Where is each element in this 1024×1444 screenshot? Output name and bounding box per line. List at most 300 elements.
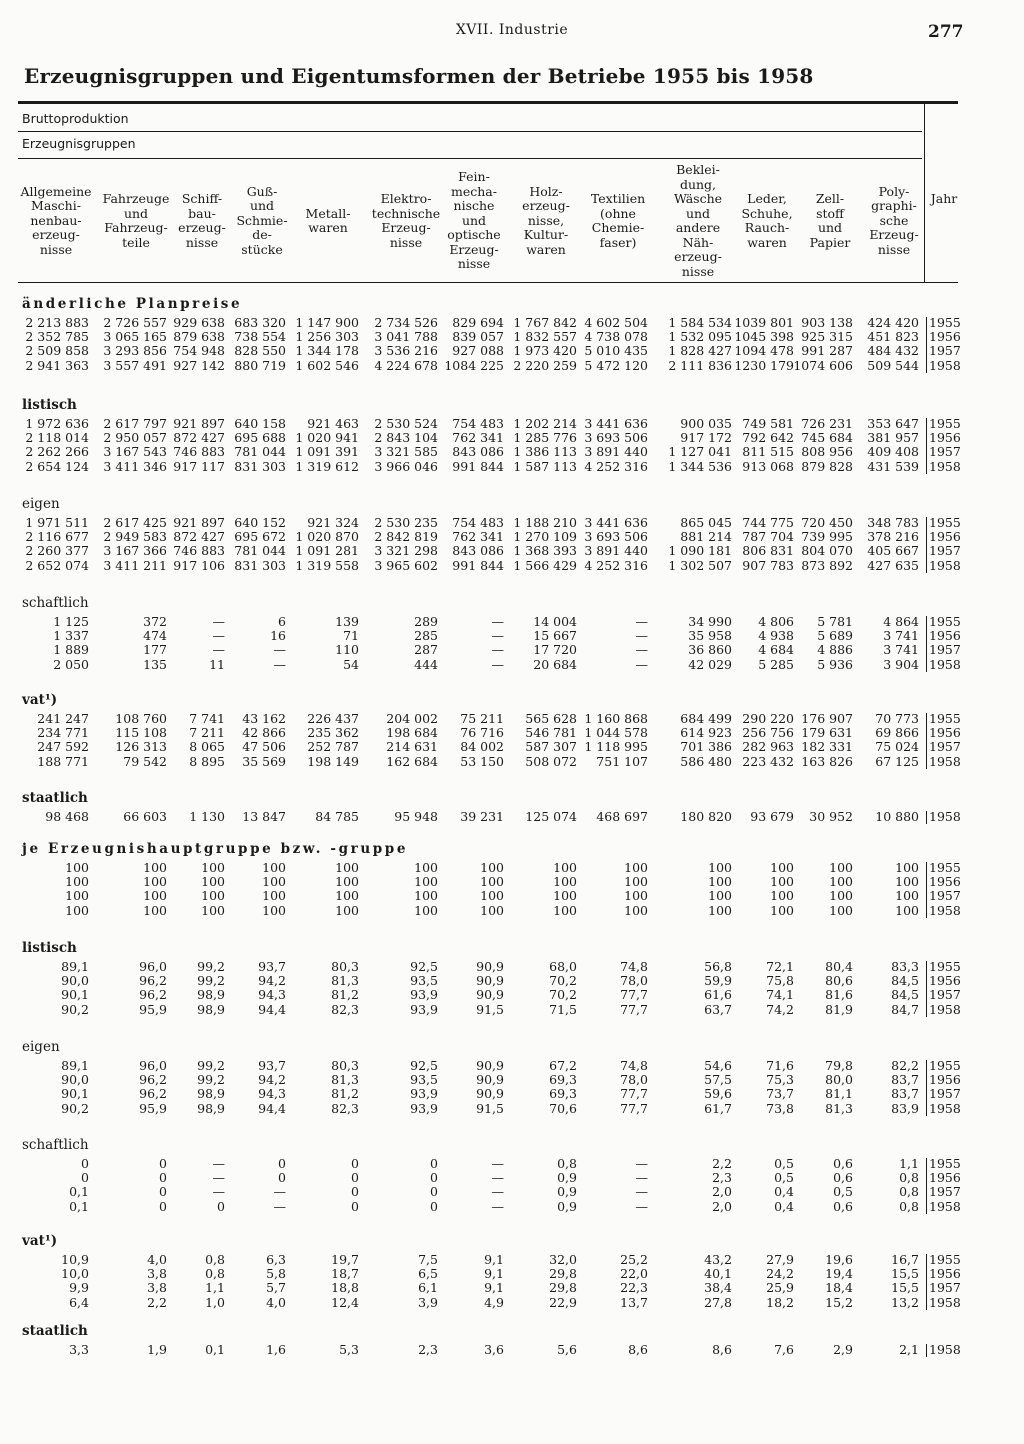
table-cell: 96,0 [139,959,167,974]
table-cell: 5 936 [817,656,853,672]
table-cell: 806 831 [742,543,794,559]
table-cell: 30 952 [809,809,853,824]
year-divider [926,1060,927,1116]
table-cell: 94,3 [258,987,286,1003]
table-cell: 100 [624,902,648,918]
table-cell: 78,0 [620,1072,648,1088]
table-cell: 831 303 [234,458,286,474]
table-cell: 100 [770,874,794,890]
table-cell: 100 [624,874,648,890]
table-cell: — [491,1156,504,1171]
table-cell: 468 697 [596,809,648,824]
table-cell: 1 532 095 [668,329,732,345]
table-cell: 1 587 113 [513,458,577,474]
table-cell: 34 990 [688,614,732,629]
table-cell: 96,2 [139,973,167,989]
table-cell: 3,6 [484,1342,504,1357]
table-cell: 701 386 [680,739,732,755]
table-cell: 3 741 [883,642,919,658]
table-cell: 3 741 [883,628,919,644]
table-cell: 3 167 543 [103,444,167,460]
section-label: eigen [22,1039,60,1055]
table-cell: 1 125 [53,614,89,629]
table-cell: 93,7 [258,1058,286,1073]
table-cell: 22,0 [620,1266,648,1282]
table-cell: 70 773 [875,711,919,726]
table-cell: 0,9 [557,1170,577,1186]
table-cell: 68,0 [549,959,577,974]
year-cell: 1958 [929,902,961,918]
table-cell: 188 771 [37,753,89,769]
table-cell: 241 247 [37,711,89,726]
table-cell: 3 321 298 [374,543,438,559]
table-cell: 94,2 [258,1072,286,1088]
table-cell: 252 787 [307,739,359,755]
table-cell: 0,9 [557,1184,577,1200]
table-cell: 80,6 [825,973,853,989]
table-cell: 2,0 [712,1198,732,1214]
section-label: schaftlich [22,595,89,611]
table-cell: 474 [143,628,167,644]
table-cell: 13,2 [891,1294,919,1310]
table-cell: 90,9 [476,1086,504,1102]
table-cell: 3 966 046 [374,458,438,474]
table-cell: — [273,1184,286,1200]
table-cell: 444 [414,656,438,672]
table-cell: 5,6 [557,1342,577,1357]
table-cell: — [212,1170,225,1186]
table-cell: 6,4 [69,1294,89,1310]
table-cell: 4 806 [758,614,794,629]
table-cell: 63,7 [704,1001,732,1017]
table-cell: 100 [335,902,359,918]
table-cell: 70,2 [549,973,577,989]
table-cell: — [212,628,225,644]
table-cell: 1,0 [205,1294,225,1310]
table-cell: — [273,642,286,658]
table-cell: 38,4 [704,1280,732,1296]
table-cell: 3 693 506 [584,529,648,545]
table-cell: 81,3 [331,973,359,989]
table-cell: — [635,1156,648,1171]
year-cell: 1957 [929,1280,961,1296]
table-cell: 290 220 [742,711,794,726]
table-cell: 5 689 [817,628,853,644]
table-cell: 0 [159,1170,167,1186]
table-cell: 100 [708,888,732,904]
table-cell: 93,9 [410,987,438,1003]
year-divider [926,713,927,769]
table-cell: 100 [143,874,167,890]
table-cell: 1 584 534 [668,315,732,330]
table-cell: 811 515 [742,444,794,460]
column-header: Guß- und Schmie- de- stücke [236,183,288,257]
table-cell: 4 886 [817,642,853,658]
table-cell: 2,1 [899,1342,919,1357]
table-cell: 72,1 [766,959,794,974]
table-cell: 9,1 [484,1280,504,1296]
table-cell: 287 [414,642,438,658]
table-cell: 1 344 536 [668,458,732,474]
table-cell: 907 783 [742,557,794,573]
table-cell: — [635,1198,648,1214]
table-cell: 25,9 [766,1280,794,1296]
table-cell: 95,9 [139,1001,167,1017]
table-cell: 80,0 [825,1072,853,1088]
table-cell: 256 756 [742,725,794,741]
table-cell: 235 362 [307,725,359,741]
table-cell: 98 468 [45,809,89,824]
table-cell: 59,6 [704,1086,732,1102]
table-cell: 93 679 [750,809,794,824]
table-cell: 684 499 [680,711,732,726]
table-cell: 4 738 078 [584,329,648,345]
table-cell: 484 432 [867,343,919,359]
table-cell: — [491,1184,504,1200]
table-cell: 754 948 [173,343,225,359]
table-cell: 0 [81,1156,89,1171]
table-cell: 100 [201,902,225,918]
table-cell: 15,2 [825,1294,853,1310]
table-cell: 921 897 [173,416,225,431]
table-cell: 4,0 [266,1294,286,1310]
table-cell: 18,4 [825,1280,853,1296]
year-divider [926,1254,927,1310]
table-cell: 182 331 [801,739,853,755]
table-cell: 81,9 [825,1001,853,1017]
table-cell: 900 035 [680,416,732,431]
table-cell: — [491,656,504,672]
table-cell: 100 [335,860,359,875]
table-cell: 640 152 [234,515,286,530]
table-cell: 79,8 [825,1058,853,1073]
table-cell: 100 [201,860,225,875]
table-cell: 378 216 [867,529,919,545]
table-cell: 749 581 [742,416,794,431]
table-cell: 431 539 [867,458,919,474]
section-label: listisch [22,940,77,956]
table-cell: 25,2 [620,1252,648,1267]
table-cell: 2,3 [418,1342,438,1357]
table-cell: 89,1 [61,1058,89,1073]
table-cell: 2 260 377 [25,543,89,559]
table-cell: 3 441 636 [584,515,648,530]
table-cell: 98,9 [197,1100,225,1116]
table-cell: 808 956 [801,444,853,460]
table-cell: 0 [217,1198,225,1214]
table-cell: 93,9 [410,1086,438,1102]
table-cell: 0,8 [899,1184,919,1200]
table-cell: 125 074 [525,809,577,824]
table-cell: 40,1 [704,1266,732,1282]
table-cell: 10,9 [61,1252,89,1267]
section-label: listisch [22,397,77,413]
table-cell: 1 828 427 [668,343,732,359]
table-cell: 1 767 842 [513,315,577,330]
column-header: Beklei- dung, Wäsche und andere Näh- erzeug- nisse [673,162,723,279]
table-cell: 96,0 [139,1058,167,1073]
table-cell: — [635,1184,648,1200]
table-cell: — [491,1198,504,1214]
table-cell: 2 950 057 [103,430,167,446]
table-cell: 75,8 [766,973,794,989]
table-cell: 1 386 113 [513,444,577,460]
table-cell: 804 070 [801,543,853,559]
table-cell: 71,6 [766,1058,794,1073]
table-cell: 53 150 [460,753,504,769]
year-divider [926,1344,927,1357]
table-cell: 781 044 [234,543,286,559]
table-cell: 921 897 [173,515,225,530]
table-cell: 99,2 [197,1072,225,1088]
table-cell: 100 [829,888,853,904]
table-cell: 726 231 [801,416,853,431]
table-cell: 223 432 [742,753,794,769]
table-cell: 20 684 [533,656,577,672]
table-cell: 0,5 [774,1170,794,1186]
table-cell: 100 [895,902,919,918]
table-cell: 0 [351,1198,359,1214]
column-header: Leder, Schuhe, Rauch- waren [741,191,793,250]
year-cell: 1958 [929,753,961,769]
table-cell: — [635,656,648,672]
table-cell: 739 995 [801,529,853,545]
column-header: Holz- erzeug- nisse, Kultur- waren [522,183,570,257]
table-cell: 100 [770,902,794,918]
table-cell: — [635,642,648,658]
table-cell: 683 320 [234,315,286,330]
table-cell: 7 741 [189,711,225,726]
table-cell: 1 889 [53,642,89,658]
table-cell: 2,0 [712,1184,732,1200]
table-cell: 94,2 [258,973,286,989]
table-cell: 0 [278,1170,286,1186]
table-cell: 744 775 [742,515,794,530]
table-cell: 70,6 [549,1100,577,1116]
column-header: Textilien (ohne Chemie- faser) [590,191,646,250]
table-cell: 424 420 [867,315,919,330]
table-cell: 90,2 [61,1001,89,1017]
table-cell: 42 029 [688,656,732,672]
table-cell: 100 [829,860,853,875]
table-cell: 100 [553,860,577,875]
table-cell: 91,5 [476,1001,504,1017]
table-cell: 115 108 [115,725,167,741]
table-cell: 781 044 [234,444,286,460]
section-label: staatlich [22,790,88,806]
table-cell: 92,5 [410,1058,438,1073]
table-cell: 921 324 [307,515,359,530]
table-cell: 100 [480,902,504,918]
table-cell: 0 [430,1170,438,1186]
section-label: schaftlich [22,1137,89,1153]
table-cell: 1,1 [899,1156,919,1171]
table-cell: 3 321 585 [374,444,438,460]
table-cell: 93,9 [410,1001,438,1017]
table-cell: 2 530 524 [374,416,438,431]
table-cell: 198 684 [386,725,438,741]
year-cell: 1956 [929,329,961,345]
table-cell: 100 [262,888,286,904]
table-cell: 15 667 [533,628,577,644]
table-cell: 754 483 [452,515,504,530]
table-cell: 82,3 [331,1100,359,1116]
table-cell: 751 107 [596,753,648,769]
table-cell: 100 [414,888,438,904]
table-cell: 2 530 235 [374,515,438,530]
year-cell: 1957 [929,444,961,460]
table-cell: 1 118 995 [584,739,648,755]
column-header: Zell- stoff und Papier [809,191,851,250]
table-cell: 2 262 266 [25,444,89,460]
table-cell: 1 147 900 [295,315,359,330]
table-cell: 16,7 [891,1252,919,1267]
table-cell: 0,8 [899,1198,919,1214]
table-cell: 39 231 [460,809,504,824]
year-divider [926,1158,927,1214]
year-cell: 1958 [929,1198,961,1214]
column-header: Metall- waren [305,205,351,235]
table-cell: 0,1 [205,1342,225,1357]
table-cell: 100 [708,874,732,890]
table-cell: 100 [65,860,89,875]
table-cell: 1 602 546 [295,357,359,373]
table-cell: 3 904 [883,656,919,672]
table-cell: 2 734 526 [374,315,438,330]
table-cell: 75 024 [875,739,919,755]
table-cell: 2 116 677 [25,529,89,545]
table-cell: 43,2 [704,1252,732,1267]
table-cell: 289 [414,614,438,629]
table-cell: 754 483 [452,416,504,431]
table-cell: 126 313 [115,739,167,755]
table-cell: 57,5 [704,1072,732,1088]
table-cell: 100 [553,902,577,918]
table-cell: 1 368 393 [513,543,577,559]
year-divider [926,317,927,373]
table-cell: 881 214 [680,529,732,545]
table-cell: 16 [270,628,286,644]
table-cell: 2 352 785 [25,329,89,345]
year-cell: 1955 [929,959,961,974]
page-title: Erzeugnisgruppen und Eigentumsformen der Betriebe 1955 bis 1958 [24,64,814,88]
table-cell: 234 771 [37,725,89,741]
table-cell: 100 [201,874,225,890]
table-cell: 921 463 [307,416,359,431]
year-cell: 1958 [929,656,961,672]
year-cell: 1955 [929,1156,961,1171]
table-cell: 3 557 491 [103,357,167,373]
table-cell: 508 072 [525,753,577,769]
table-cell: 84 002 [460,739,504,755]
table-cell: — [635,1170,648,1186]
running-head: XVII. Industrie [455,22,569,38]
table-cell: 94,4 [258,1100,286,1116]
table-cell: 925 315 [801,329,853,345]
table-cell: 0,9 [557,1198,577,1214]
table-cell: 1 319 612 [295,458,359,474]
table-cell: 1 973 420 [513,343,577,359]
table-cell: 8,6 [712,1342,732,1357]
header-label-bruttoproduktion: Bruttoproduktion [22,111,129,126]
table-cell: 100 [335,888,359,904]
table-cell: 0 [430,1184,438,1200]
table-cell: 247 592 [37,739,89,755]
table-cell: 879 828 [801,458,853,474]
year-cell: 1955 [929,1252,961,1267]
year-cell: 1958 [929,1100,961,1116]
table-cell: 927 088 [452,343,504,359]
year-cell: 1956 [929,1072,961,1088]
table-cell: 2 843 104 [374,430,438,446]
year-cell: 1956 [929,430,961,446]
section-label: je Erzeugnishauptgruppe bzw. -gruppe [22,841,409,857]
table-cell: 135 [143,656,167,672]
year-cell: 1958 [929,1294,961,1310]
year-cell: 1956 [929,973,961,989]
table-cell: 5,7 [266,1280,286,1296]
table-cell: 3 167 366 [103,543,167,559]
table-cell: 177 [143,642,167,658]
table-cell: 100 [895,888,919,904]
table-cell: 81,6 [825,987,853,1003]
table-cell: 2 652 074 [25,557,89,573]
table-cell: 91,5 [476,1100,504,1116]
table-cell: 3 441 636 [584,416,648,431]
table-cell: 76 716 [460,725,504,741]
table-cell: 83,7 [891,1072,919,1088]
year-cell: 1956 [929,725,961,741]
table-cell: 75,3 [766,1072,794,1088]
table-cell: 1 344 178 [295,343,359,359]
table-cell: 73,8 [766,1100,794,1116]
table-cell: 0 [430,1198,438,1214]
table-cell: 139 [335,614,359,629]
table-cell: 35 958 [688,628,732,644]
year-cell: 1955 [929,515,961,530]
table-cell: 73,7 [766,1086,794,1102]
table-cell: 720 450 [801,515,853,530]
table-cell: 0,6 [833,1156,853,1171]
table-cell: 29,8 [549,1266,577,1282]
table-cell: 100 [895,874,919,890]
table-cell: 0,8 [205,1252,225,1267]
table-cell: 0,6 [833,1198,853,1214]
table-cell: 4 602 504 [584,315,648,330]
table-cell: 95 948 [394,809,438,824]
table-cell: 1084 225 [444,357,504,373]
table-cell: 0 [351,1184,359,1200]
table-cell: 90,9 [476,987,504,1003]
page-number: 277 [928,22,964,42]
table-cell: 427 635 [867,557,919,573]
table-cell: 6,1 [418,1280,438,1296]
table-cell: 100 [480,888,504,904]
table-cell: 2,2 [147,1294,167,1310]
table-cell: 285 [414,628,438,644]
table-cell: 93,5 [410,1072,438,1088]
table-cell: 69 866 [875,725,919,741]
table-cell: 746 883 [173,444,225,460]
table-cell: 108 760 [115,711,167,726]
table-cell: 0,6 [833,1170,853,1186]
table-cell: 913 068 [742,458,794,474]
column-header: Schiff- bau- erzeug- nisse [178,191,226,250]
table-cell: — [491,642,504,658]
table-cell: 90,0 [61,1072,89,1088]
year-cell: 1955 [929,1058,961,1073]
table-cell: 3 536 216 [374,343,438,359]
